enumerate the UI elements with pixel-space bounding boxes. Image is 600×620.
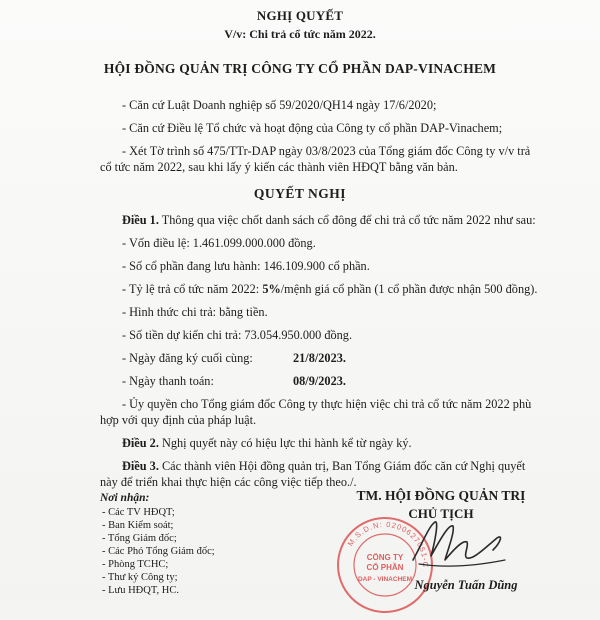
shares-outstanding: - Số cổ phần đang lưu hành: 146.109.900 cổ phần.: [122, 259, 370, 273]
seal-ring-text: M.S.D.N: 0200627051-C: [345, 519, 431, 569]
recipient-item: - Các TV HĐQT;: [102, 507, 175, 518]
payment-method: - Hình thức chi trả: bằng tiền.: [122, 305, 268, 319]
payment-date-label: - Ngày thanh toán:: [122, 374, 214, 388]
expected-amount: - Số tiền dự kiến chi trả: 73.054.950.000 đồng.: [122, 328, 353, 342]
dividend-rate-value: 5%: [262, 282, 281, 296]
dividend-rate-label: - Tỷ lệ trả cổ tức năm 2022:: [122, 282, 263, 296]
document-subject: V/v: Chi trả cổ tức năm 2022.: [224, 27, 376, 41]
payment-date: 08/9/2023.: [293, 374, 346, 388]
seal-line1: CÔNG TY: [366, 553, 404, 562]
signatory-organization: TM. HỘI ĐỒNG QUẢN TRỊ: [356, 488, 526, 503]
article-1-text: Thông qua việc chốt danh sách cổ đông để chi trả cổ tức năm 2022 như sau:: [158, 213, 536, 227]
record-date: 21/8/2023.: [293, 351, 346, 365]
record-date-label: - Ngày đăng ký cuối cùng:: [122, 351, 253, 365]
article-2-text: Nghị quyết này có hiệu lực thi hành kể từ ngày ký.: [158, 436, 412, 450]
basis-3-line1: - Xét Tờ trình số 475/TTr-DAP ngày 03/8/2023 của Tổng giám đốc Công ty v/v trả: [122, 144, 531, 158]
article-3-line2: này để triển khai thực hiện các công việc tiếp theo./.: [100, 475, 357, 489]
article-1-label: Điều 1.: [122, 213, 159, 227]
authorization-line2: hợp với quy định của pháp luật.: [100, 413, 257, 427]
recipients-title: Nơi nhận:: [100, 492, 150, 504]
document-title: NGHỊ QUYẾT: [256, 8, 344, 23]
charter-capital: - Vốn điều lệ: 1.461.099.000.000 đồng.: [122, 236, 316, 250]
authorization-line1: - Ủy quyền cho Tổng giám đốc Công ty thực hiện việc chi trả cổ tức năm 2022 phù: [122, 397, 532, 411]
article-1: [122, 213, 536, 227]
recipient-item: - Tổng Giám đốc;: [102, 533, 177, 544]
handwritten-signature: [405, 512, 515, 574]
article-3-label: Điều 3.: [122, 459, 159, 473]
article-2-label: Điều 2.: [122, 436, 159, 450]
seal-line3: DAP - VINACHEM: [357, 576, 413, 583]
article-3: [122, 459, 525, 473]
recipient-item: - Phòng TCHC;: [102, 559, 169, 570]
basis-3-line2: cổ tức năm 2022, sau khi lấy ý kiến các thành viên HĐQT bằng văn bản.: [100, 160, 458, 174]
seal-line2: CỔ PHẦN: [366, 563, 404, 572]
dividend-rate-suffix: /mệnh giá cổ phần (1 cổ phần được nhận 500 đồng).: [280, 282, 538, 296]
recipient-item: - Ban Kiểm soát;: [102, 520, 174, 531]
dividend-rate: [122, 282, 537, 296]
signatory-name: Nguyễn Tuấn Dũng: [414, 578, 518, 592]
article-2: [122, 436, 412, 450]
recipient-item: - Thư ký Công ty;: [102, 572, 178, 583]
basis-2: - Căn cứ Điều lệ Tổ chức và hoạt động của Công ty cổ phần DAP-Vinachem;: [122, 121, 503, 135]
board-title: HỘI ĐỒNG QUẢN TRỊ CÔNG TY CỔ PHẦN DAP-VINACHEM: [103, 61, 497, 76]
article-3-line1: Các thành viên Hội đồng quản trị, Ban Tổng Giám đốc căn cứ Nghị quyết: [158, 459, 526, 473]
recipient-item: - Lưu HĐQT, HC.: [102, 585, 179, 596]
decision-heading: QUYẾT NGHỊ: [253, 186, 347, 201]
basis-1: - Căn cứ Luật Doanh nghiệp số 59/2020/QH14 ngày 17/6/2020;: [122, 98, 437, 112]
signatory-role: CHỦ TỊCH: [408, 506, 474, 521]
recipient-item: - Các Phó Tổng Giám đốc;: [102, 546, 215, 557]
